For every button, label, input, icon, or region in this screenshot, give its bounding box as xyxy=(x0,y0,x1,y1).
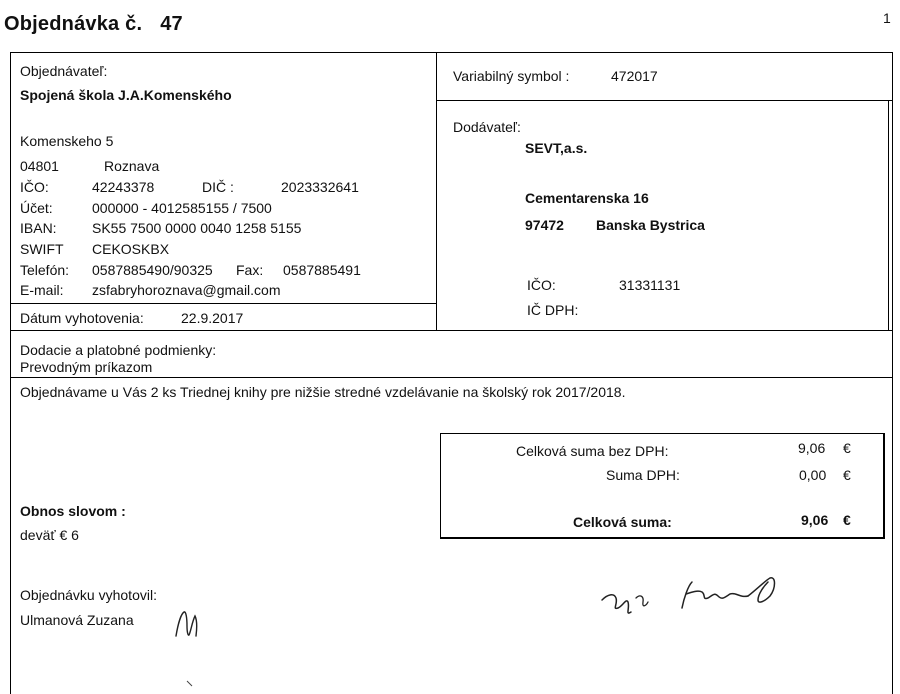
page-number: 1 xyxy=(883,10,891,26)
supplier-name: SEVT,a.s. xyxy=(525,140,588,156)
buyer-fax-label: Fax: xyxy=(236,262,264,278)
title-text: Objednávka č. xyxy=(4,13,143,35)
variable-symbol-value: 472017 xyxy=(611,68,658,84)
order-description: Objednávame u Vás 2 ks Triednej knihy pre nižšie stredné vzdelávanie na školský rok 2017/2018. xyxy=(20,384,626,400)
frame-left-border xyxy=(10,52,11,694)
amount-words-value: deväť € 6 xyxy=(20,527,79,543)
vat-value: 0,00 xyxy=(799,467,827,483)
frame-top-border xyxy=(10,52,893,53)
supplier-city: Banska Bystrica xyxy=(596,217,705,233)
vat-label: Suma DPH: xyxy=(606,467,680,483)
currency-symbol: € xyxy=(843,512,851,528)
terms-label: Dodacie a platobné podmienky: xyxy=(20,342,217,358)
buyer-phone-label: Telefón: xyxy=(20,262,70,278)
buyer-email: zsfabryhoroznava@gmail.com xyxy=(92,282,281,298)
terms-value: Prevodným príkazom xyxy=(20,359,153,375)
buyer-phone: 0587885490/90325 xyxy=(92,262,213,278)
currency-symbol: € xyxy=(843,467,851,483)
buyer-fax: 0587885491 xyxy=(283,262,361,278)
supplier-right-border xyxy=(888,100,889,331)
buyer-zip: 04801 xyxy=(20,158,59,174)
buyer-ico-label: IČO: xyxy=(20,179,49,195)
order-number: 47 xyxy=(160,13,183,35)
variable-symbol-divider xyxy=(436,100,892,101)
total-without-vat-label: Celková suma bez DPH: xyxy=(516,443,669,459)
total-label: Celková suma: xyxy=(573,514,672,530)
buyer-city: Roznava xyxy=(104,158,160,174)
buyer-label: Objednávateľ: xyxy=(20,63,108,79)
buyer-account: 000000 - 4012585155 / 7500 xyxy=(92,200,272,216)
column-divider xyxy=(436,52,437,331)
buyer-iban: SK55 7500 0000 0040 1258 5155 xyxy=(92,220,302,236)
buyer-account-label: Účet: xyxy=(20,200,53,216)
buyer-email-label: E-mail: xyxy=(20,282,64,298)
buyer-iban-label: IBAN: xyxy=(20,220,57,236)
supplier-ico: 31331131 xyxy=(619,277,681,293)
prepared-by-name: Ulmanová Zuzana xyxy=(20,612,134,628)
issue-date-label: Dátum vyhotovenia: xyxy=(20,310,144,326)
terms-divider xyxy=(10,377,893,378)
header-bottom-divider xyxy=(10,330,893,331)
page-title xyxy=(4,13,183,36)
buyer-dic: 2023332641 xyxy=(281,179,359,195)
buyer-ico: 42243378 xyxy=(92,179,155,195)
supplier-zip: 97472 xyxy=(525,217,564,233)
buyer-street: Komenskeho 5 xyxy=(20,133,114,149)
pen-mark xyxy=(186,680,194,688)
prepared-by-label: Objednávku vyhotovil: xyxy=(20,587,157,603)
total-value: 9,06 xyxy=(801,512,829,528)
total-without-vat-value: 9,06 xyxy=(798,440,826,456)
amount-words-label: Obnos slovom : xyxy=(20,503,126,519)
buyer-name: Spojená škola J.A.Komenského xyxy=(20,87,232,103)
buyer-swift-label: SWIFT xyxy=(20,241,64,257)
currency-symbol: € xyxy=(843,440,851,456)
supplier-street: Cementarenska 16 xyxy=(525,190,649,206)
issue-date-divider xyxy=(10,303,436,304)
frame-right-border xyxy=(892,52,893,694)
buyer-swift: CEKOSKBX xyxy=(92,241,170,257)
buyer-dic-label: DIČ : xyxy=(202,179,234,195)
supplier-label: Dodávateľ: xyxy=(453,119,521,135)
handwritten-signature-icon xyxy=(598,568,782,620)
supplier-ico-label: IČO: xyxy=(527,277,556,293)
initials-signature-icon xyxy=(170,606,206,642)
variable-symbol-label: Variabilný symbol : xyxy=(453,68,570,84)
supplier-icdph-label: IČ DPH: xyxy=(527,302,579,318)
issue-date: 22.9.2017 xyxy=(181,310,244,326)
